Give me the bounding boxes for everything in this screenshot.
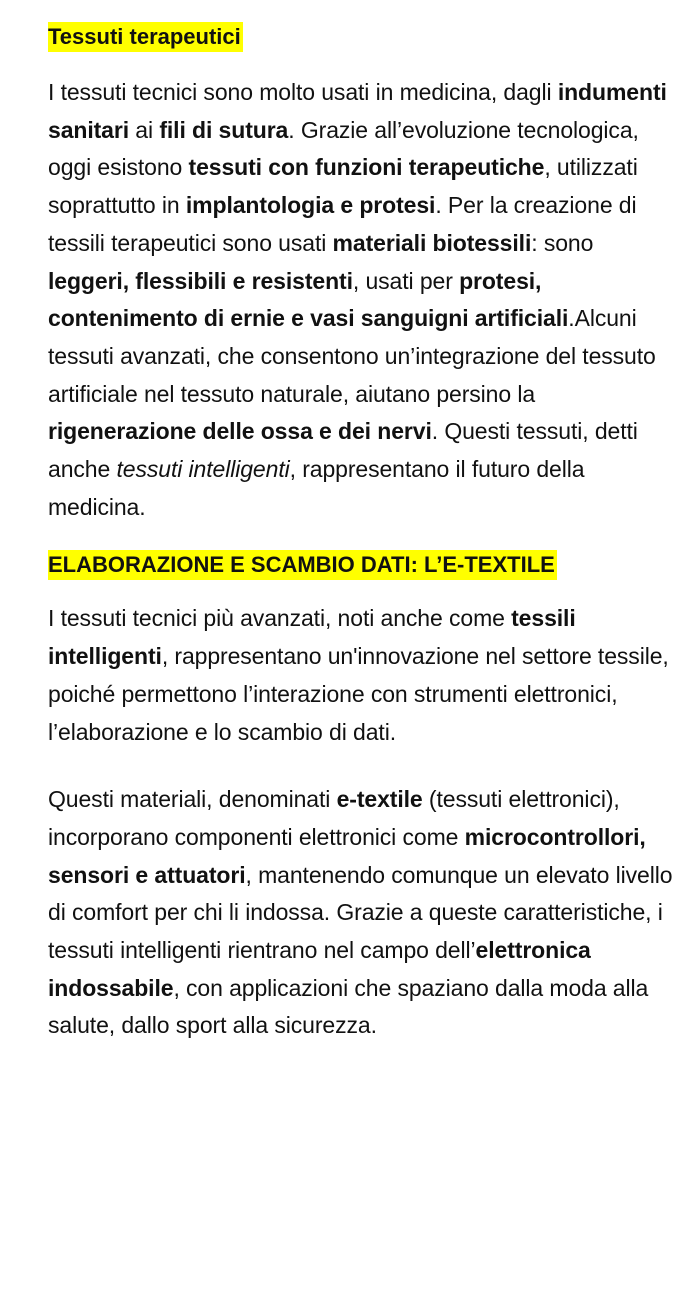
bold-text-run: fili di sutura	[159, 116, 289, 143]
text-run: , rappresentano un'innovazione nel settore tessile, poiché permettono l’interazione con strumenti elettronici, l’elaborazione e lo scambio di dati.	[48, 643, 669, 745]
bold-text-run: tessili intelligenti	[48, 605, 576, 670]
text-run: (tessuti elettronici), incorporano componenti elettronici come	[48, 786, 620, 850]
text-run: . Grazie all’evoluzione tecnologica, oggi esistono	[48, 116, 639, 181]
text-run: . Per la creazione di tessili terapeutici sono usati	[48, 192, 637, 256]
italic-text-run: tessuti intelligenti	[116, 456, 290, 483]
bold-text-run: tessuti con funzioni terapeutiche	[188, 154, 545, 181]
heading-tessuti-terapeutici: Tessuti terapeutici	[48, 22, 243, 52]
bold-text-run: protesi, contenimento di ernie e vasi sanguigni artificiali	[48, 267, 569, 332]
paragraph-tessili-intelligenti	[48, 600, 673, 751]
text-run: , usati per	[352, 267, 460, 294]
section-tessuti-terapeutici	[48, 22, 694, 526]
bold-text-run: implantologia e protesi	[185, 192, 436, 219]
text-run: . Questi tessuti, detti anche	[48, 418, 638, 483]
text-run: I tessuti tecnici sono molto usati in medicina, dagli	[48, 79, 558, 105]
bold-text-run: leggeri, flessibili e resistenti	[48, 267, 353, 294]
bold-text-run: elettronica indossabile	[48, 937, 591, 1001]
text-run: , utilizzati soprattutto in	[48, 154, 638, 219]
bold-text-run: indumenti sanitari	[48, 79, 667, 143]
bold-text-run: materiali biotessili	[332, 229, 532, 256]
bold-text-run: rigenerazione delle ossa e dei nervi	[48, 418, 432, 445]
text-run: , mantenendo comunque un elevato livello di comfort per chi li indossa. Grazie a queste caratteristiche, i tessuti intelligenti rientrano nel campo dell’	[48, 861, 673, 964]
text-run: Questi materiali, denominati	[48, 786, 337, 813]
section-e-textile	[48, 550, 694, 1045]
text-run: : sono	[531, 229, 594, 256]
text-run: I tessuti tecnici più avanzati, noti anche come	[48, 605, 512, 632]
heading-e-textile: ELABORAZIONE E SCAMBIO DATI: L’E-TEXTILE	[48, 550, 557, 580]
text-run: ai	[129, 116, 160, 143]
text-run: .Alcuni tessuti avanzati, che consentono un’integrazione del tessuto artificiale nel tessuto naturale, aiutano persino la	[48, 305, 656, 407]
text-run: , rappresentano il futuro della medicina.	[48, 456, 585, 520]
text-run: , con applicazioni che spaziano dalla moda alla salute, dallo sport alla sicurezza.	[48, 974, 649, 1039]
bold-text-run: e-textile	[336, 786, 423, 813]
bold-text-run: microcontrollori, sensori e attuatori	[48, 823, 646, 888]
paragraph-tessuti-terapeutici	[48, 74, 673, 526]
paragraph-e-textile-materiali	[48, 781, 673, 1045]
